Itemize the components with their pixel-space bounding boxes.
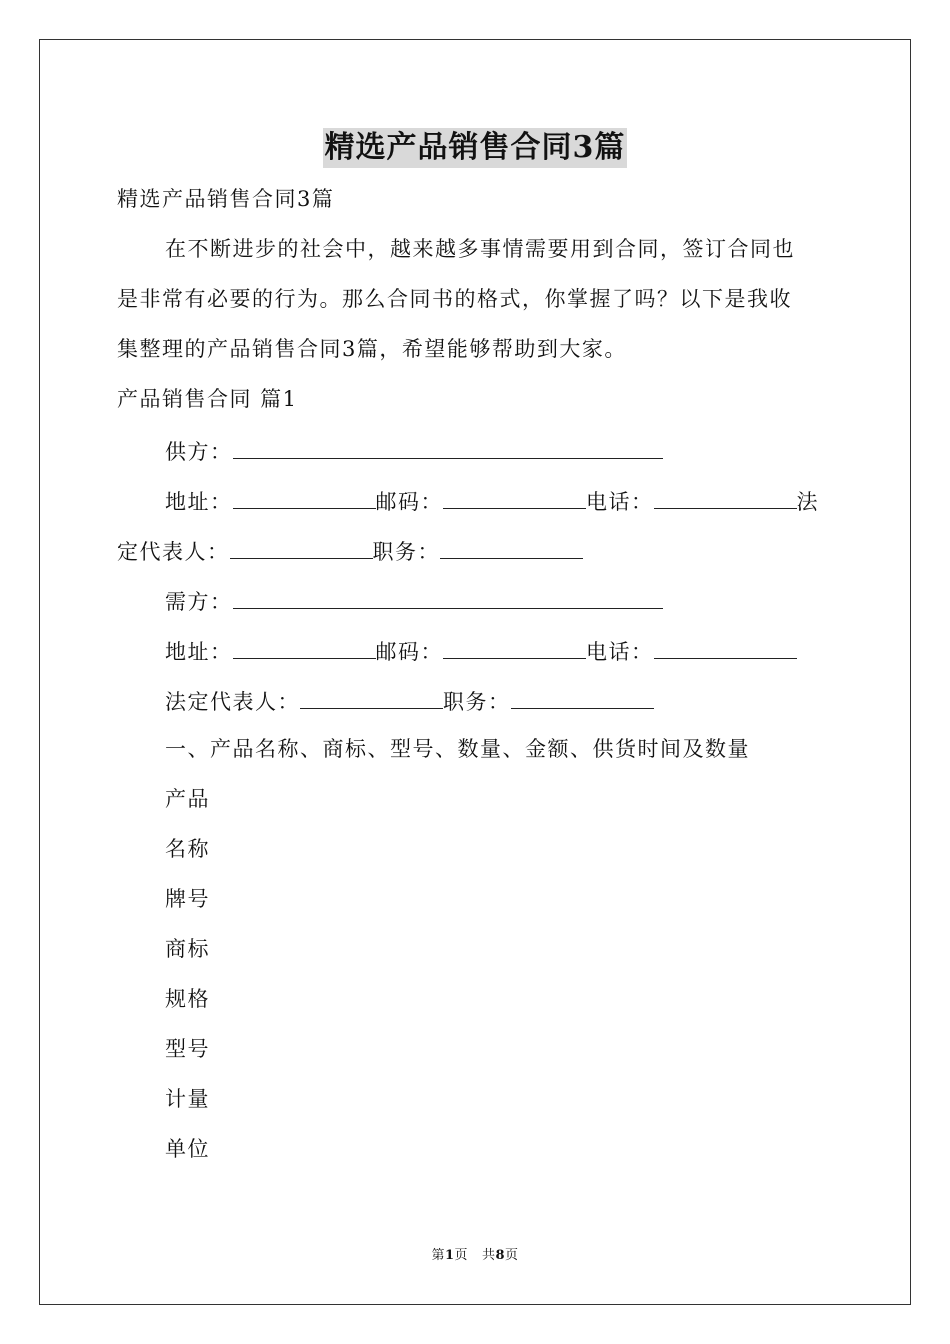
table-header-item: 计量 [165, 1087, 210, 1111]
supplier-postcode-label: 邮码： [375, 490, 443, 514]
supplier-phone-label: 电话： [586, 490, 654, 514]
buyer-postcode-blank [443, 634, 586, 659]
footer-page-number: 1 [444, 1248, 455, 1263]
buyer-legal-rep-blank [300, 684, 443, 709]
supplier-legal-row [117, 534, 583, 567]
document-subtitle: 精选产品销售合同3篇 [117, 187, 335, 211]
clause-1-heading: 一、产品名称、商标、型号、数量、金额、供货时间及数量 [165, 737, 750, 761]
page-border [39, 39, 911, 1305]
footer-total-suffix: 页 [505, 1248, 519, 1263]
buyer-phone-label: 电话： [586, 640, 654, 664]
page-footer [0, 1247, 950, 1265]
buyer-postcode-label: 邮码： [375, 640, 443, 664]
buyer-phone-blank [654, 634, 797, 659]
title-container [0, 128, 950, 168]
buyer-position-label: 职务： [443, 690, 511, 714]
table-header-item: 单位 [165, 1137, 210, 1161]
footer-prefix: 第 [431, 1248, 445, 1263]
supplier-label: 供方： [165, 440, 233, 464]
buyer-contact-row [165, 634, 797, 667]
table-header-item: 规格 [165, 987, 210, 1011]
table-header-item: 型号 [165, 1037, 210, 1061]
supplier-contact-row [165, 484, 819, 517]
supplier-address-label: 地址： [165, 490, 233, 514]
supplier-address-blank [233, 484, 376, 509]
intro-line-2: 是非常有必要的行为。那么合同书的格式，你掌握了吗？以下是我收 [117, 287, 792, 311]
table-header-item: 名称 [165, 837, 210, 861]
buyer-row [165, 584, 663, 617]
intro-line-1: 在不断进步的社会中，越来越多事情需要用到合同，签订合同也 [165, 237, 795, 261]
table-header-item: 产品 [165, 787, 210, 811]
intro-line-3: 集整理的产品销售合同3篇，希望能够帮助到大家。 [117, 337, 627, 361]
table-header-item: 牌号 [165, 887, 210, 911]
supplier-legal-rep-blank [230, 534, 373, 559]
footer-total-pages: 8 [495, 1248, 506, 1263]
supplier-position-label: 职务： [372, 540, 440, 564]
buyer-address-label: 地址： [165, 640, 233, 664]
supplier-legal-rep-first-char: 法 [796, 490, 819, 514]
document-title: 精选产品销售合同3篇 [323, 128, 628, 168]
buyer-blank [233, 584, 663, 609]
buyer-legal-rep-label: 法定代表人： [165, 690, 300, 714]
supplier-blank [233, 434, 663, 459]
section-heading: 产品销售合同 篇1 [117, 387, 298, 411]
supplier-row [165, 434, 663, 467]
buyer-position-blank [511, 684, 654, 709]
footer-page-suffix: 页 [454, 1248, 469, 1263]
supplier-legal-rep-label: 定代表人： [117, 540, 230, 564]
table-header-item: 商标 [165, 937, 210, 961]
footer-total-prefix: 共 [481, 1248, 496, 1263]
buyer-address-blank [233, 634, 376, 659]
buyer-legal-row [165, 684, 654, 717]
supplier-phone-blank [654, 484, 797, 509]
buyer-label: 需方： [165, 590, 233, 614]
supplier-postcode-blank [443, 484, 586, 509]
supplier-position-blank [440, 534, 583, 559]
